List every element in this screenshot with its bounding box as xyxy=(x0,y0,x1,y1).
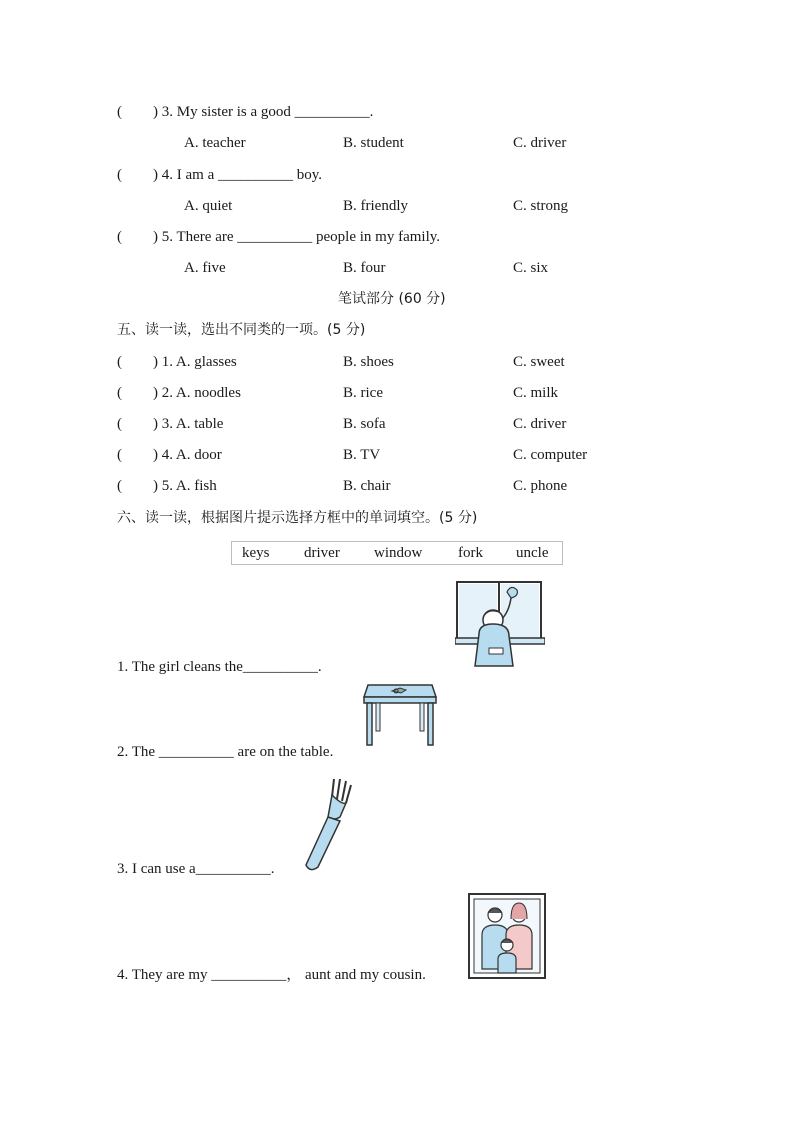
option-a: ) 3. A. table xyxy=(153,416,224,432)
option-c: C. strong xyxy=(513,198,569,214)
word-bank-item: keys xyxy=(242,545,270,561)
option-a: ) 5. A. fish xyxy=(153,478,217,494)
option-b: B. TV xyxy=(343,447,381,463)
option-a: ) 2. A. noodles xyxy=(153,385,241,401)
word-bank-item: driver xyxy=(304,545,340,561)
word-bank-item: fork xyxy=(458,545,483,561)
option-b: B. rice xyxy=(343,385,383,401)
question-text: ) 3. My sister is a good __________. xyxy=(153,104,374,120)
option-c: C. driver xyxy=(513,135,567,151)
option-b: B. student xyxy=(343,135,404,151)
word-bank-item: uncle xyxy=(516,545,549,561)
keys-on-table-illustration xyxy=(362,683,438,747)
fill-sentence-2: 2. The __________ are on the table. xyxy=(117,744,334,760)
written-part-heading: 笔试部分 (60 分) xyxy=(338,291,446,307)
option-c: C. sweet xyxy=(513,354,565,370)
option-b: B. chair xyxy=(343,478,391,494)
fill-sentence-1: 1. The girl cleans the__________. xyxy=(117,659,322,675)
section5-title: 五、读一读，选出不同类的一项。(5 分) xyxy=(117,322,366,338)
answer-paren[interactable]: ( xyxy=(117,478,122,494)
option-b: B. friendly xyxy=(343,198,408,214)
section6-title: 六、读一读，根据图片提示选择方框中的单词填空。(5 分) xyxy=(117,510,478,526)
answer-paren[interactable]: ( xyxy=(117,354,122,370)
fill-sentence-4: 4. They are my __________， aunt and my cousin. xyxy=(117,967,426,983)
answer-paren[interactable]: ( xyxy=(117,229,122,245)
option-c: C. six xyxy=(513,260,549,276)
option-b: B. sofa xyxy=(343,416,386,432)
option-c: C. driver xyxy=(513,416,567,432)
option-a: A. teacher xyxy=(184,135,246,151)
option-b: B. four xyxy=(343,260,386,276)
option-c: C. phone xyxy=(513,478,568,494)
question-text: ) 4. I am a __________ boy. xyxy=(153,167,322,183)
family-photo-illustration xyxy=(468,893,546,979)
word-bank-item: window xyxy=(374,545,423,561)
question-text: ) 5. There are __________ people in my family. xyxy=(153,229,441,245)
answer-paren[interactable]: ( xyxy=(117,447,122,463)
word-bank-box xyxy=(231,541,563,565)
option-b: B. shoes xyxy=(343,354,394,370)
girl-cleaning-window-illustration xyxy=(455,580,545,672)
answer-paren[interactable]: ( xyxy=(117,385,122,401)
answer-paren[interactable]: ( xyxy=(117,104,122,120)
option-c: C. computer xyxy=(513,447,588,463)
option-a: A. five xyxy=(184,260,226,276)
option-a: ) 1. A. glasses xyxy=(153,354,237,370)
option-a: A. quiet xyxy=(184,198,233,214)
fill-sentence-3: 3. I can use a__________. xyxy=(117,861,275,877)
answer-paren[interactable]: ( xyxy=(117,416,122,432)
option-c: C. milk xyxy=(513,385,559,401)
fork-illustration xyxy=(300,775,356,873)
answer-paren[interactable]: ( xyxy=(117,167,122,183)
option-a: ) 4. A. door xyxy=(153,447,222,463)
